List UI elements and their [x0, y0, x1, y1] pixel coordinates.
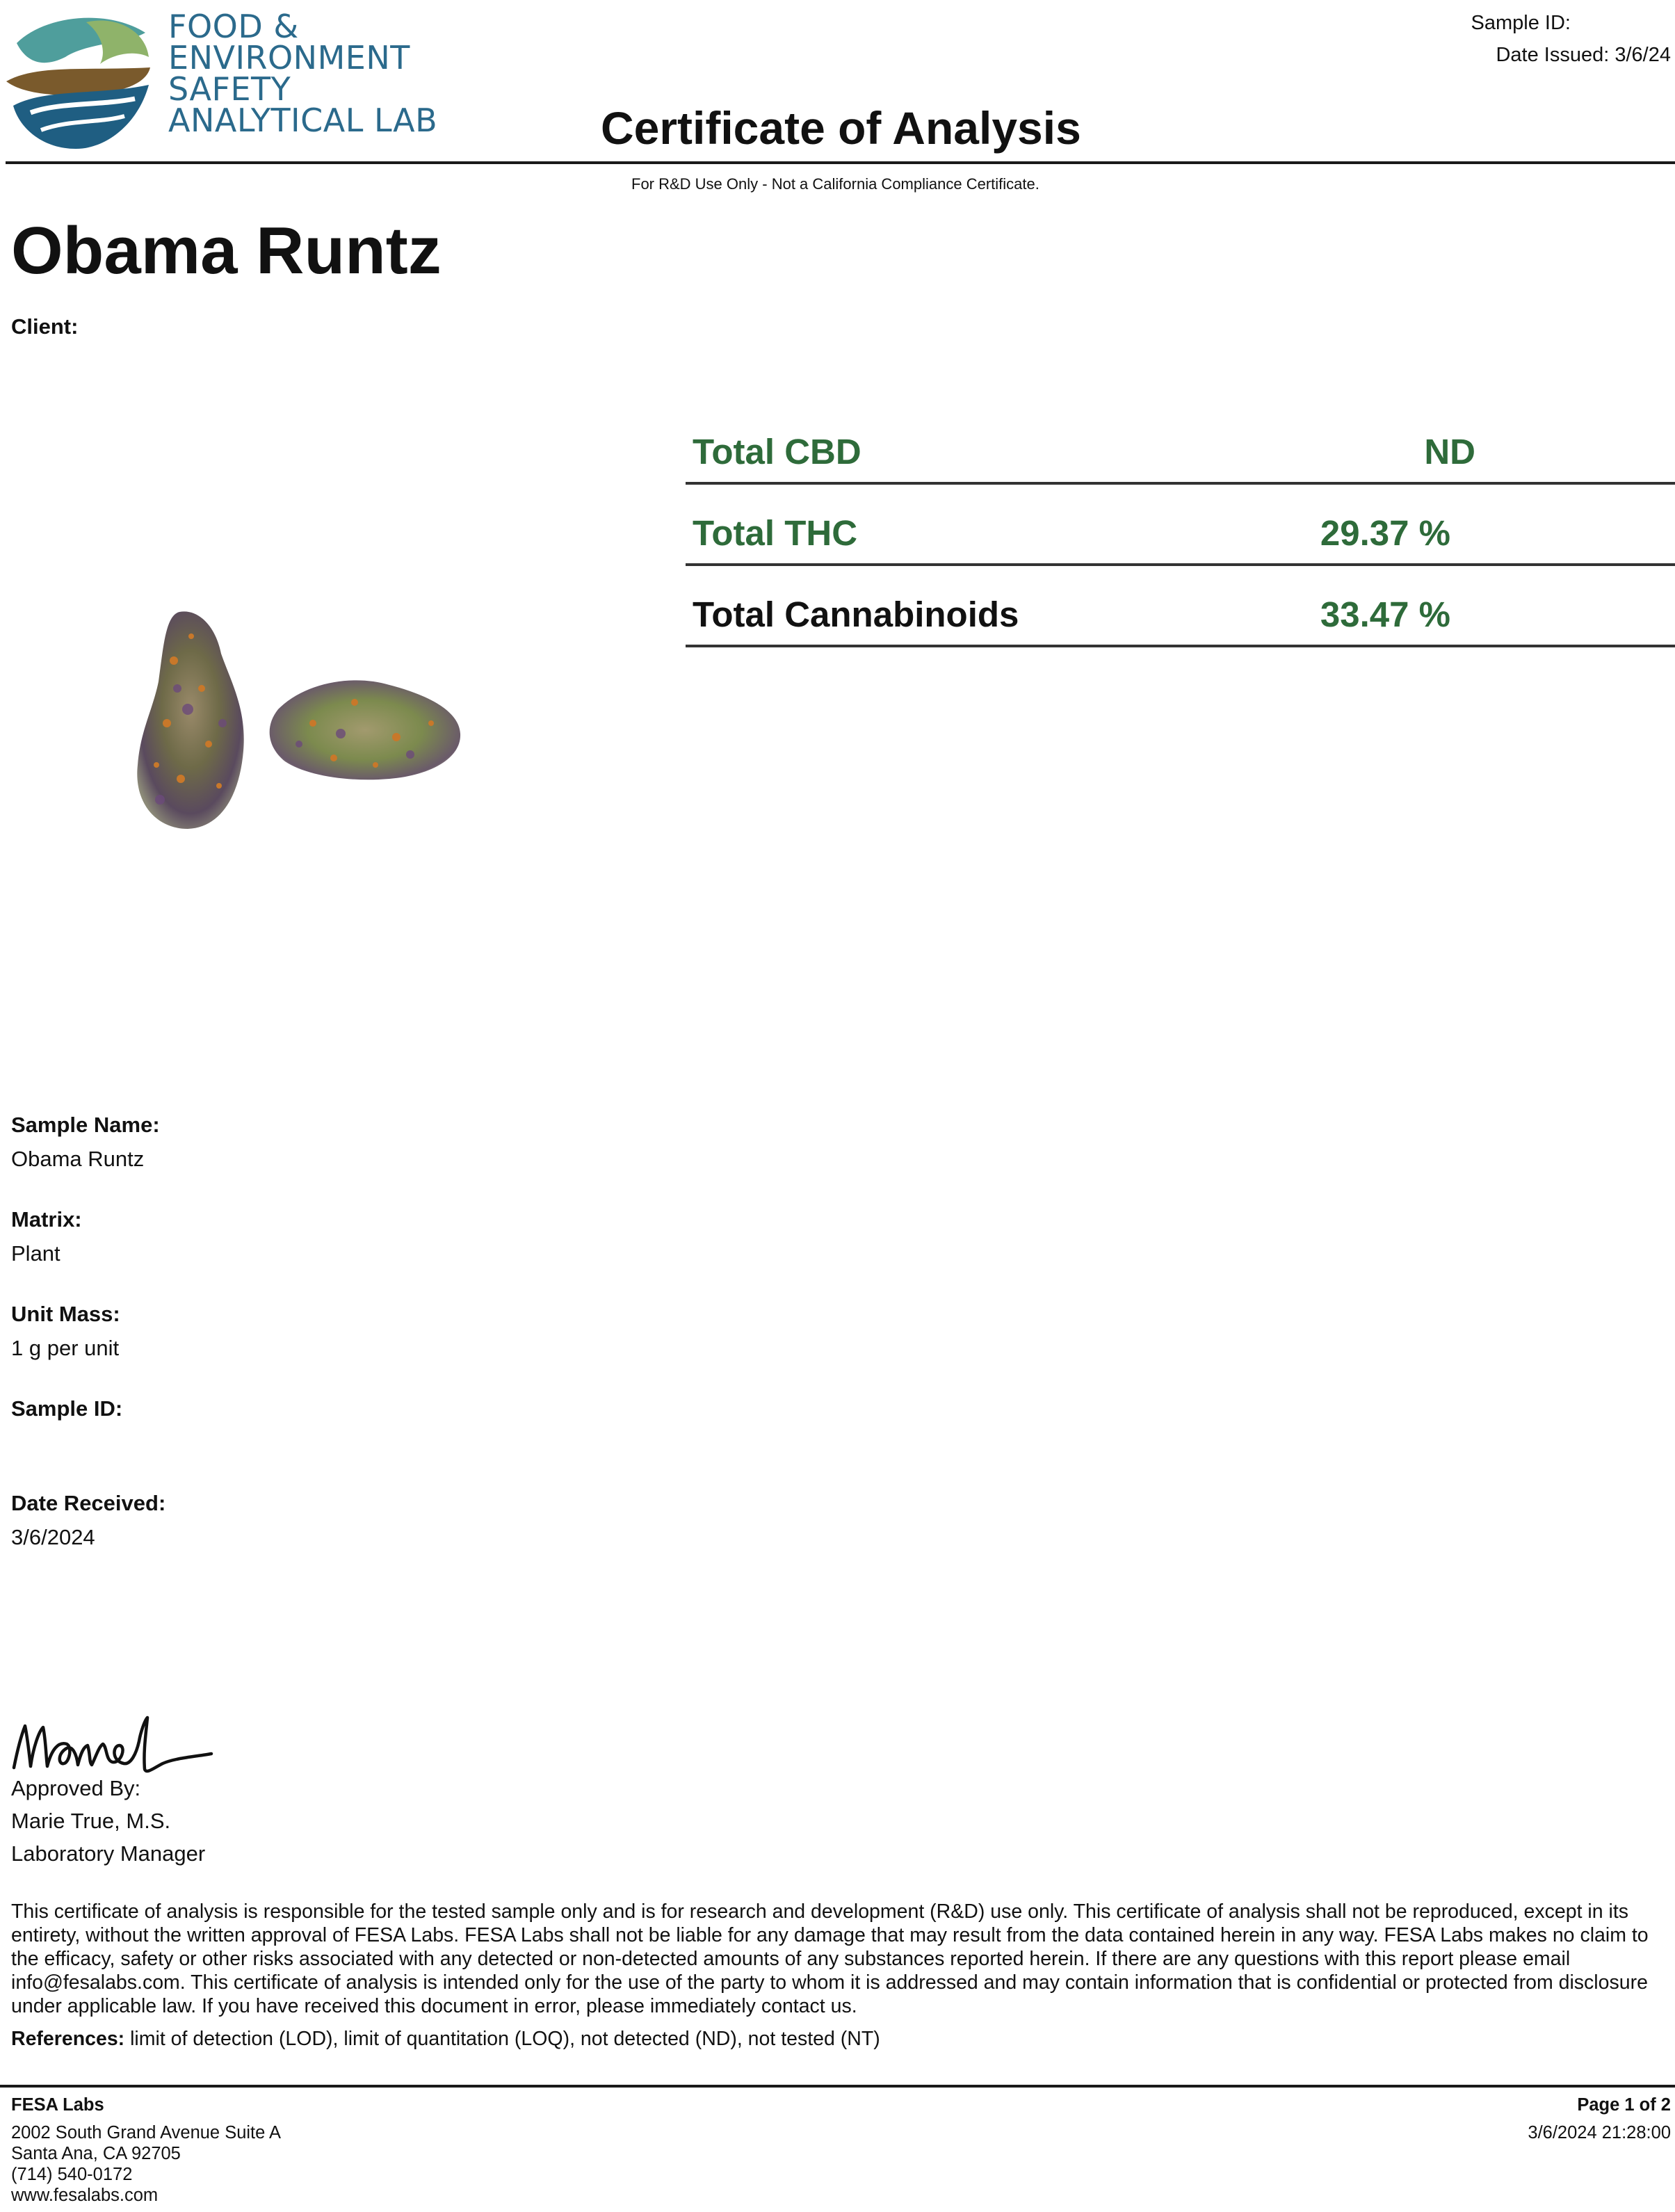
sample-name-value: Obama Runtz — [11, 1147, 145, 1171]
date-received-label: Date Received: — [11, 1491, 166, 1515]
header-sample-id — [1254, 7, 1671, 39]
sample-id-label: Sample ID: — [11, 1396, 123, 1421]
sample-info — [11, 1109, 637, 1582]
unit-mass-label: Unit Mass: — [11, 1302, 120, 1326]
total-thc-label: Total THC — [693, 513, 858, 553]
logo-line: ENVIRONMENT — [168, 39, 410, 76]
client-label: Client: — [11, 314, 79, 339]
totals-table — [686, 403, 1675, 647]
product-name: Obama Runtz — [11, 213, 442, 288]
signature-mark — [8, 1705, 217, 1782]
logo-wordmark — [168, 8, 438, 139]
matrix-value: Plant — [11, 1241, 60, 1266]
total-cannabinoids-label: Total Cannabinoids — [693, 595, 1019, 634]
fesa-logo-icon — [3, 1, 156, 154]
disclaimer-text: This certificate of analysis is responsible for the tested sample only and is for research and development (R&D) use only. This certificate of analysis shall not be reproduced, except in its entirety, without the written approval of FESA Labs. FESA Labs shall not be liable for any damage that may result from the data contained herein in any way. FESA Labs makes no claim to the efficacy, safety or other risks associated with any detected or non-detected amounts of any substances reported herein. If there are any questions with this report please email info@fesalabs.com. This certificate of analysis is intended only for the use of the party to whom it is addressed and may contain information that is confidential or protected from disclosure under applicable law. If you have received this document in error, please immediately contact us. — [11, 1900, 1649, 2017]
references-label: References: — [11, 2028, 125, 2050]
footer-page-info — [1528, 2094, 1671, 2143]
cannabis-buds-image — [104, 605, 480, 841]
footer-lab-name: FESA Labs — [11, 2095, 104, 2115]
total-thc-value: 29.37 % — [1320, 513, 1450, 553]
footer-address — [11, 2094, 281, 2206]
total-cbd-label: Total CBD — [693, 432, 861, 471]
client-field — [11, 314, 78, 339]
date-issued-label: Date Issued: — [1496, 44, 1610, 66]
date-issued-value: 3/6/24 — [1615, 44, 1671, 66]
total-cannabinoids-value: 33.47 % — [1320, 595, 1450, 634]
unit-mass-value: 1 g per unit — [11, 1336, 120, 1360]
footer-address-line: 2002 South Grand Avenue Suite A — [11, 2123, 282, 2142]
logo-line: ANALYTICAL LAB — [168, 102, 438, 139]
matrix-label: Matrix: — [11, 1207, 82, 1232]
date-received-value: 3/6/2024 — [11, 1525, 95, 1549]
document-title: Certificate of Analysis — [601, 102, 1081, 154]
footer-address-line: Santa Ana, CA 92705 — [11, 2144, 181, 2163]
approved-by-label: Approved By: — [11, 1776, 141, 1800]
header-date-issued — [1254, 39, 1671, 71]
footer-divider — [0, 2085, 1675, 2088]
references — [11, 2028, 880, 2051]
sample-name-field — [11, 1109, 637, 1177]
matrix-field — [11, 1204, 637, 1272]
total-thc-row — [686, 485, 1675, 566]
total-cannabinoids-row — [686, 566, 1675, 647]
header-meta — [1254, 7, 1671, 71]
document-subtitle: For R&D Use Only - Not a California Compliance Certificate. — [631, 175, 1039, 193]
approver-role: Laboratory Manager — [11, 1841, 206, 1866]
references-text: limit of detection (LOD), limit of quantitation (LOQ), not detected (ND), not tested (NT) — [124, 2028, 880, 2050]
lab-logo — [3, 1, 448, 154]
sample-id-field — [11, 1393, 637, 1461]
header-divider — [6, 161, 1675, 164]
logo-line: SAFETY — [168, 70, 291, 108]
sample-id-label: Sample ID: — [1471, 12, 1571, 34]
approval-block — [11, 1772, 205, 1870]
page-number: Page 1 of 2 — [1577, 2095, 1671, 2115]
footer-phone: (714) 540-0172 — [11, 2165, 133, 2184]
unit-mass-field — [11, 1298, 637, 1366]
date-received-field — [11, 1487, 637, 1556]
footer-website[interactable]: www.fesalabs.com — [11, 2186, 159, 2205]
total-cbd-row — [686, 403, 1675, 485]
total-cbd-value: ND — [1424, 432, 1475, 471]
sample-id-value — [11, 1425, 637, 1461]
sample-name-label: Sample Name: — [11, 1113, 160, 1137]
approver-name: Marie True, M.S. — [11, 1809, 171, 1833]
logo-line: FOOD & — [168, 8, 299, 45]
footer-timestamp: 3/6/2024 21:28:00 — [1528, 2123, 1671, 2142]
